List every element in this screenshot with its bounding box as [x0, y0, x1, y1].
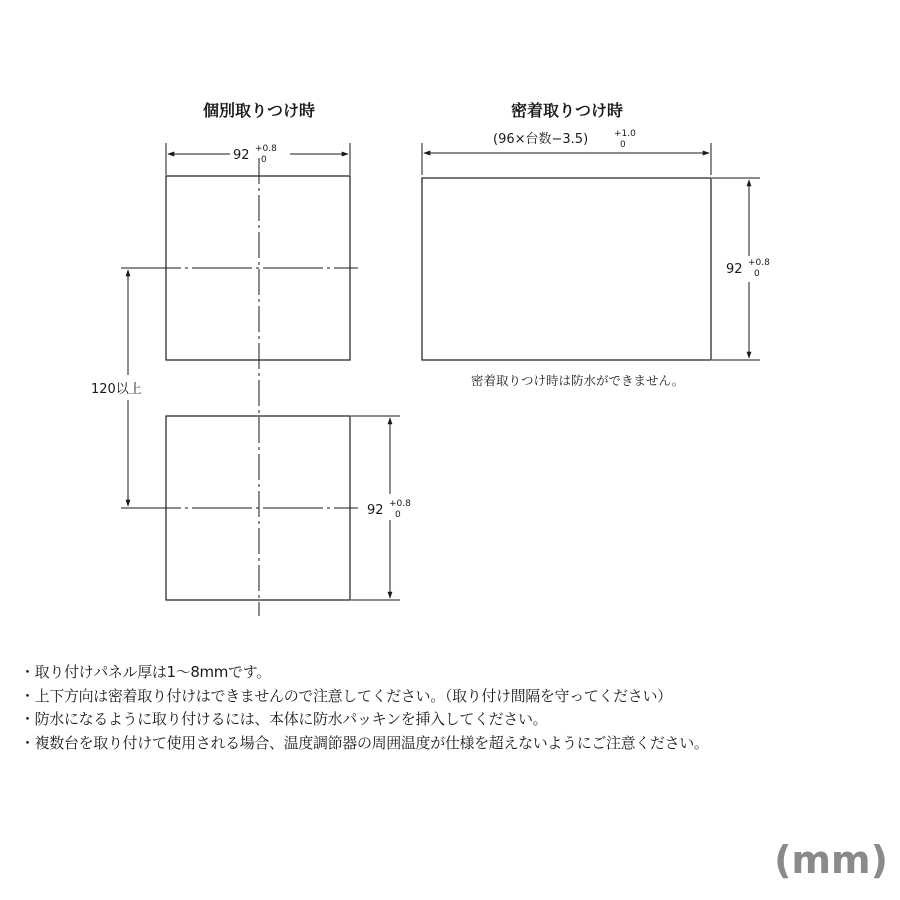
individual-width-tol-plus: +0.8: [255, 144, 277, 154]
close-width-formula: (96×台数−3.5): [493, 132, 589, 147]
note-item: ・上下方向は密着取り付けはできませんので注意してください。（取り付け間隔を守ってください）: [20, 686, 672, 705]
spacing-value: 120以上: [91, 382, 142, 397]
close-height-tol-minus: 0: [754, 269, 760, 279]
note-item: ・取り付けパネル厚は1〜8mmです。: [20, 663, 271, 681]
individual-width-tol-minus: 0: [261, 155, 267, 165]
close-width-tol-plus: +1.0: [614, 129, 636, 139]
close-mount-title: 密着取りつけ時: [510, 101, 624, 120]
note-item: ・複数台を取り付けて使用される場合、温度調節器の周囲温度が仕様を超えないようにご注意ください。: [20, 733, 709, 752]
individual-height-tol-minus: 0: [395, 510, 401, 520]
close-mount-note: 密着取りつけ時は防水ができません。: [471, 373, 685, 388]
close-height-tol-plus: +0.8: [748, 258, 770, 268]
close-cutout: [422, 178, 711, 360]
close-width-tol-minus: 0: [620, 140, 626, 150]
individual-height-tol-plus: +0.8: [389, 499, 411, 509]
individual-width-value: 92: [233, 148, 250, 163]
notes-list: [20, 661, 900, 755]
close-height-value: 92: [726, 262, 743, 277]
individual-height-value: 92: [367, 503, 384, 518]
individual-mount-title: 個別取りつけ時: [202, 101, 316, 120]
unit-label: (mm): [774, 838, 888, 882]
note-item: ・防水になるように取り付けるには、本体に防水パッキンを挿入してください。: [20, 710, 548, 728]
